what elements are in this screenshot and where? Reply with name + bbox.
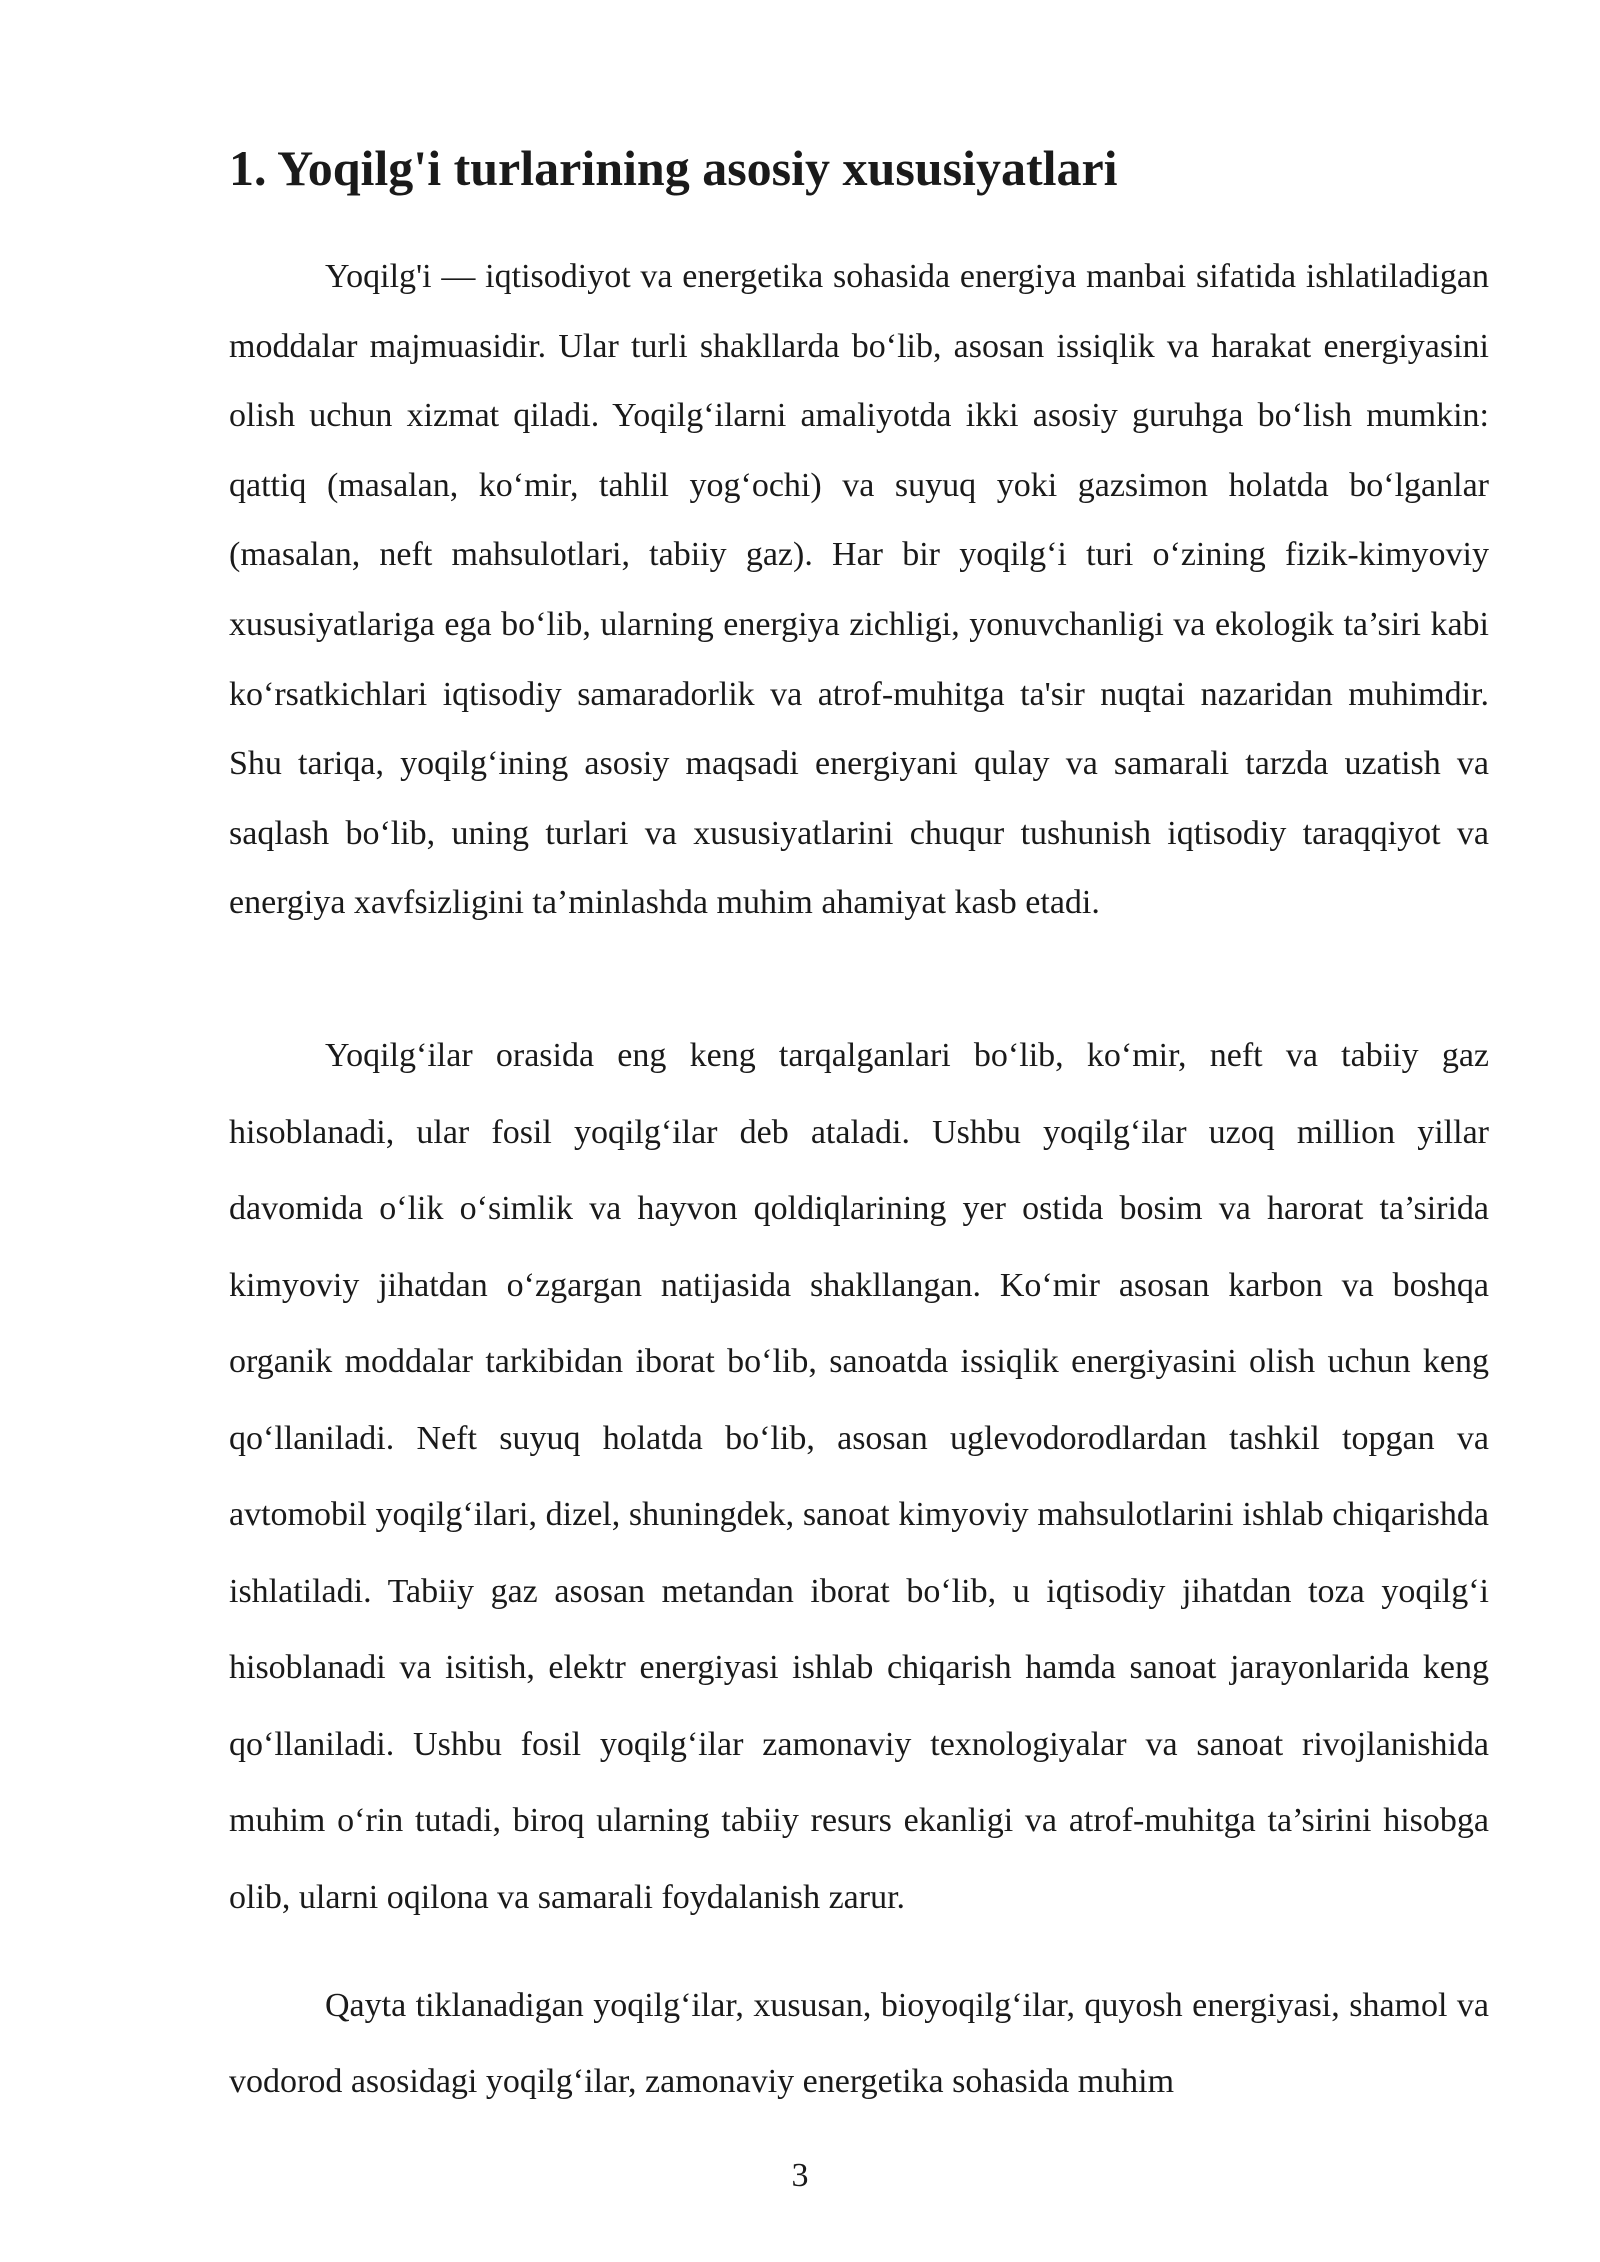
page-number: 3 <box>791 2157 809 2194</box>
paragraph-fossil-fuels: Yoqilg‘ilar orasida eng keng tarqalganlari bo‘lib, ko‘mir, neft va tabiiy gaz hisoblanadi, ular fosil yoqilg‘ilar deb ataladi. Ushbu yoqilg‘ilar uzoq million yillar davomida o‘lik o‘simlik va hayvon qoldiqlarining yer ostida bosim va harorat ta’sirida kimyoviy jihatdan o‘zgargan natijasida shakllangan. Ko‘mir asosan karbon va boshqa organik moddalar tarkibidan iborat bo‘lib, sanoatda issiqlik energiyasini olish uchun keng qo‘llaniladi. Neft suyuq holatda bo‘lib, asosan uglevodorodlardan tashkil topgan va avtomobil yoqilg‘ilari, dizel, shuningdek, sanoat kimyoviy mahsulotlarini ishlab chiqarishda ishlatiladi. Tabiiy gaz asosan metandan iborat bo‘lib, u iqtisodiy jihatdan toza yoqilg‘i hisoblanadi va isitish, elektr energiyasi ishlab chiqarish hamda sanoat jarayonlarida keng qo‘llaniladi. Ushbu fosil yoqilg‘ilar zamonaviy texnologiyalar va sanoat rivojlanishida muhim o‘rin tutadi, biroq ularning tabiiy resurs ekanligi va atrof-muhitga ta’sirini hisobga olib, ularni oqilona va samarali foydalanish zarur. <box>229 1037 1489 1916</box>
paragraph-fuel-definition: Yoqilg'i — iqtisodiyot va energetika sohasida energiya manbai sifatida ishlatiladigan moddalar majmuasidir. Ular turli shakllarda bo‘lib, asosan issiqlik va harakat energiyasini olish uchun xizmat qiladi. Yoqilg‘ilarni amaliyotda ikki asosiy guruhga bo‘lish mumkin: qattiq (masalan, ko‘mir, tahlil yog‘ochi) va suyuq yoki gazsimon holatda bo‘lganlar (masalan, neft mahsulotlari, tabiiy gaz). Har bir yoqilg‘i turi o‘zining fizik-kimyoviy xususiyatlariga ega bo‘lib, ularning energiya zichligi, yonuvchanligi va ekologik ta’siri kabi ko‘rsatkichlari iqtisodiy samaradorlik va atrof-muhitga ta'sir nuqtai nazaridan muhimdir. Shu tariqa, yoqilg‘ining asosiy maqsadi energiyani qulay va samarali tarzda uzatish va saqlash bo‘lib, uning turlari va xususiyatlarini chuqur tushunish iqtisodiy taraqqiyot va energiya xavfsizligini ta’minlashda muhim ahamiyat kasb etadi. <box>229 258 1489 922</box>
section-heading: 1. Yoqilg'i turlarining asosiy xususiyatlari <box>229 140 1118 196</box>
paragraph-renewable-fuels: Qayta tiklanadigan yoqilg‘ilar, xususan, bioyoqilg‘ilar, quyosh energiyasi, shamol va vodorod asosidagi yoqilg‘ilar, zamonaviy energetika sohasida muhim <box>229 1987 1489 2100</box>
